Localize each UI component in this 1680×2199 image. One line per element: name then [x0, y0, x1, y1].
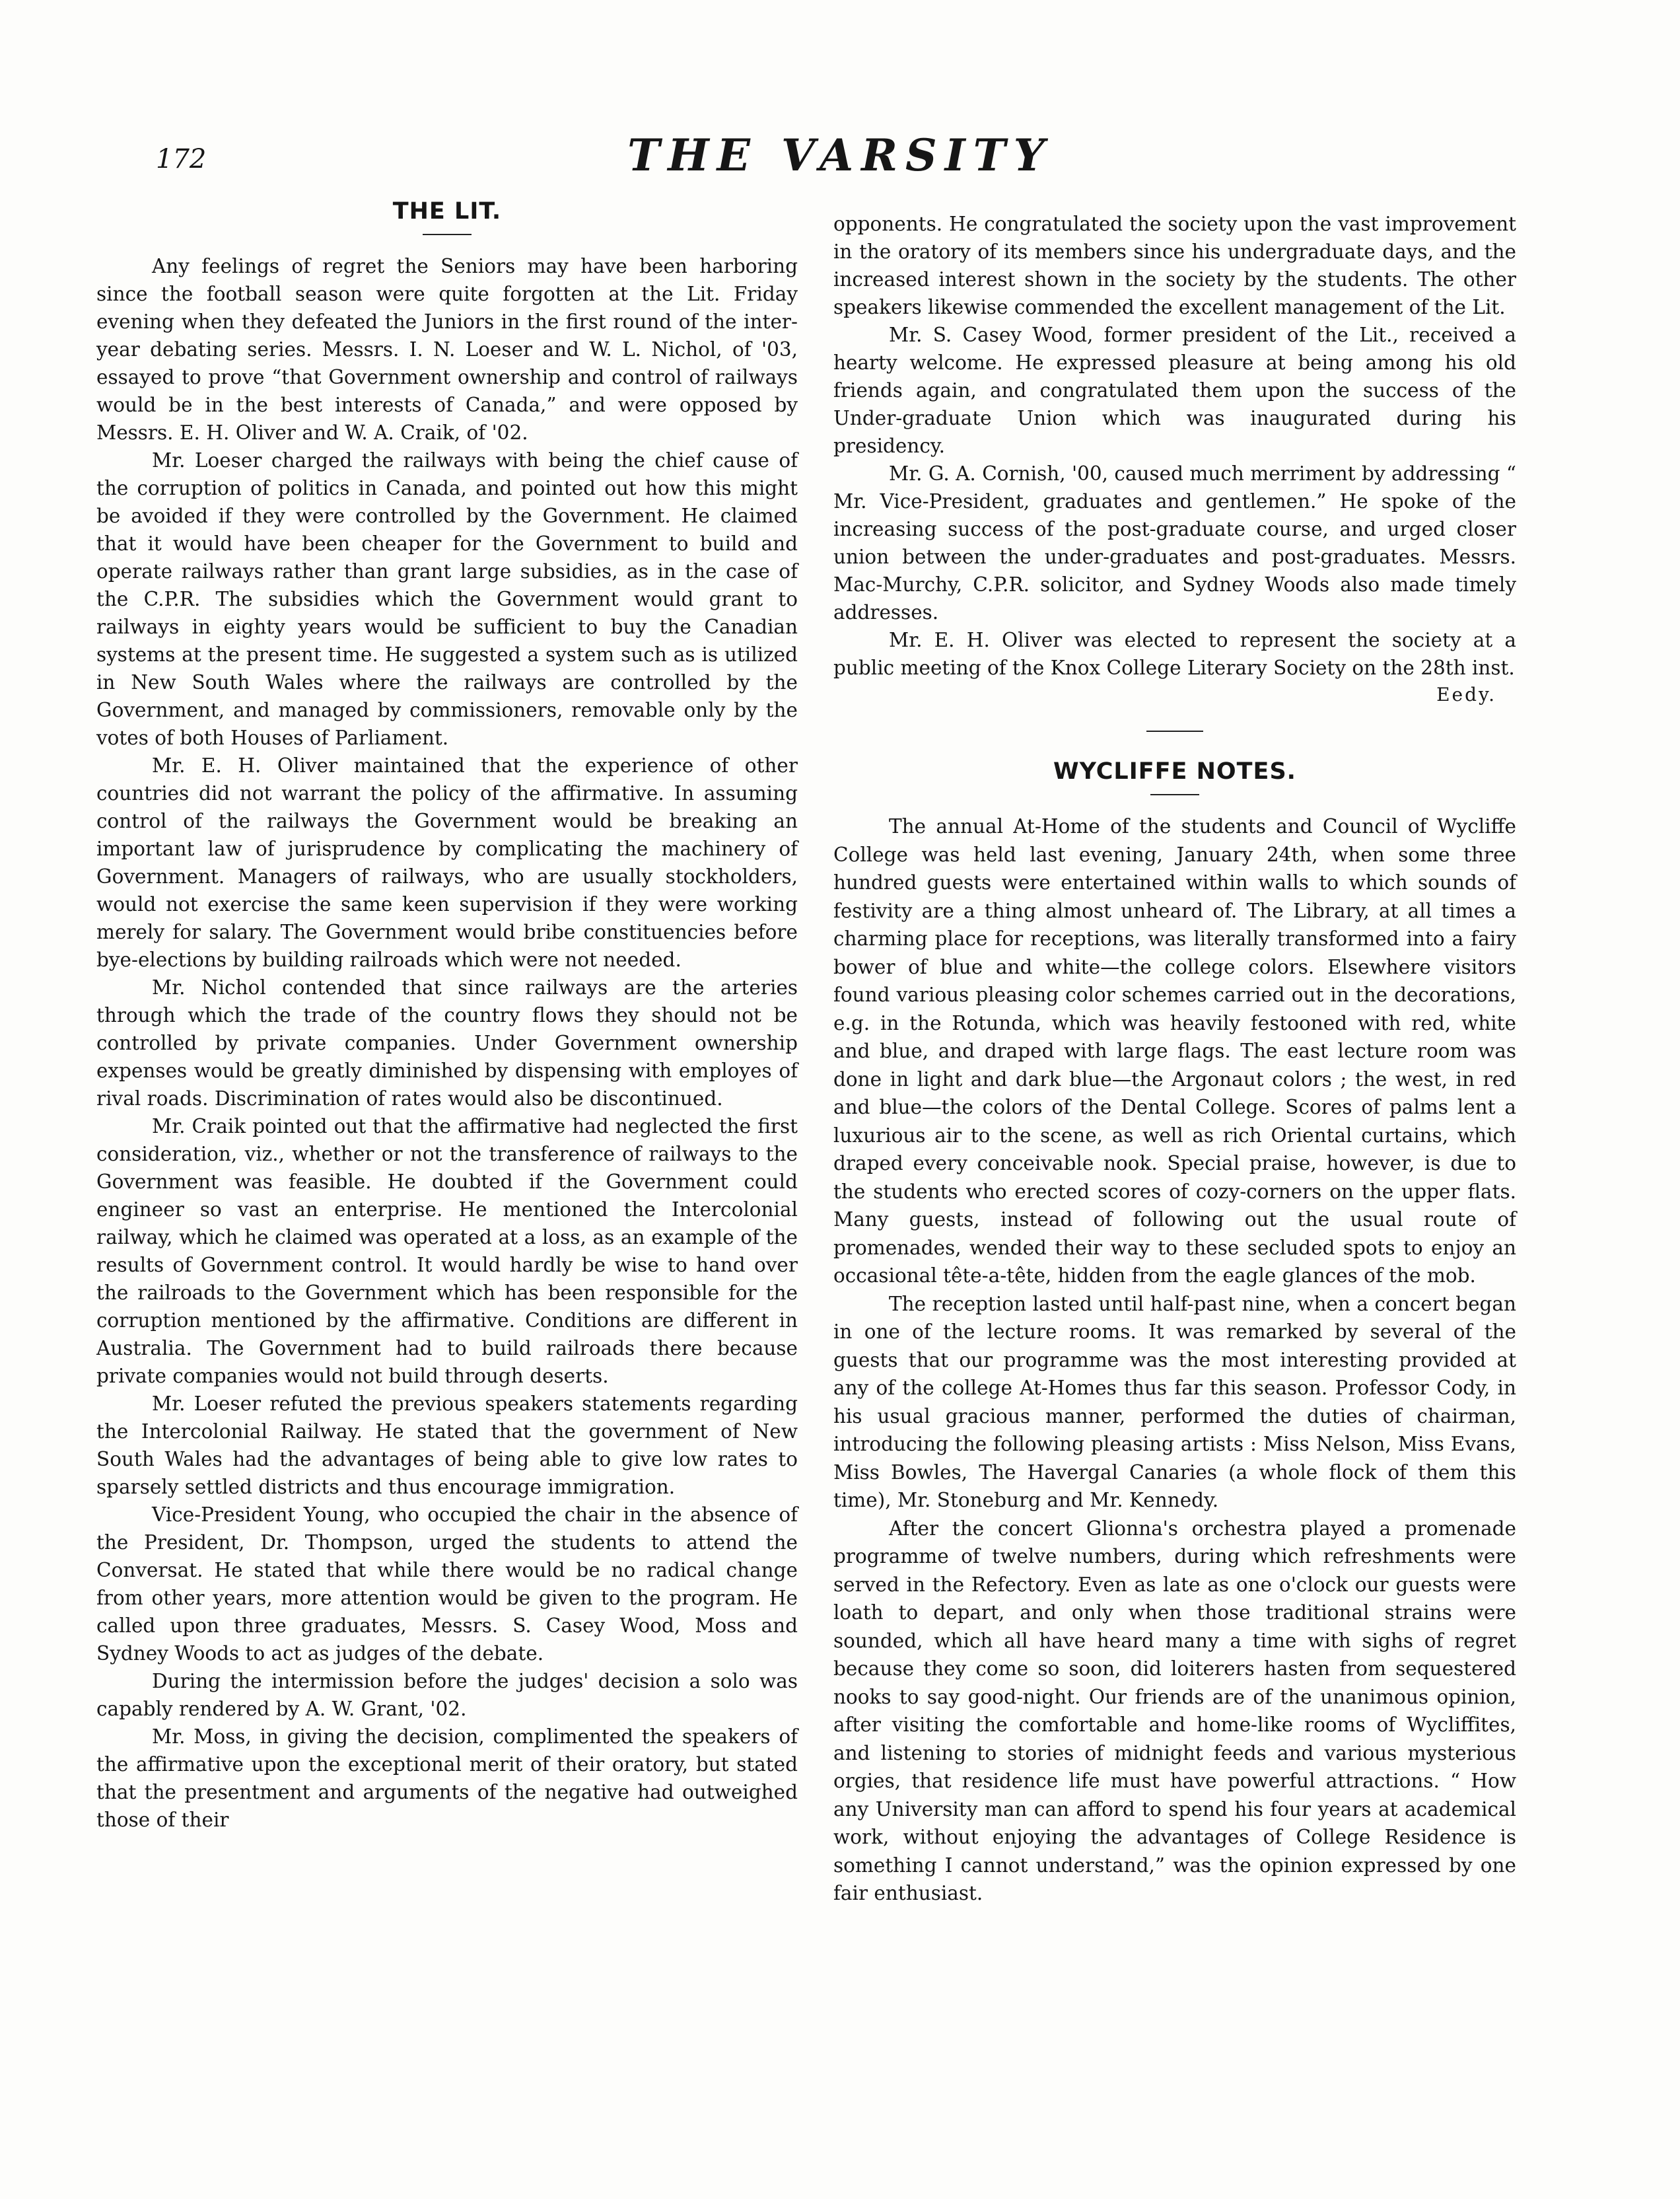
title-rule — [423, 234, 472, 235]
page-number: 172 — [156, 144, 207, 174]
paragraph: Vice-President Young, who occupied the chair in the absence of the President, Dr. Thompson, urged the students to attend the Conversat. He stated that while there would be no radical change from other years, more attention would be given to the program. He called upon three graduates, Messrs. S. Casey Wood, Moss and Sydney Woods to act as judges of the debate. — [96, 1503, 798, 1665]
masthead: THE VARSITY — [627, 129, 1053, 181]
section-title-lit: THE LIT. — [392, 198, 502, 225]
lit-article-continuation — [833, 210, 1516, 682]
paragraph: Mr. Craik pointed out that the affirmative had neglected the first consideration, viz., whether or not the transference of railways to the Government was feasible. He doubted if the Government could engineer so vast an enterprise. He mentioned the Intercolonial railway, which he claimed was operated at a loss, as an example of the results of Government control. It would hardly be wise to hand over the railroads to the Government which has been responsible for the corruption mentioned by the affirmative. Conditions are different in Australia. The Government had to build railroads there because private companies would not build through deserts. — [96, 1115, 798, 1387]
paragraph: opponents. He congratulated the society upon the vast improvement in the oratory of its members since his undergraduate days, and the increased interest shown in the society by the students. The other speakers likewise commended the excellent management of the Lit. — [833, 213, 1516, 318]
section-title-wycliffe: WYCLIFFE NOTES. — [1053, 758, 1296, 785]
paragraph: Mr. Nichol contended that since railways are the arteries through which the trade of the country flows they should not be controlled by private companies. Under Government ownership expenses would be greatly diminished by dispensing with employes of rival roads. Discrimination of rates would also be discontinued. — [96, 976, 798, 1110]
paragraph: Mr. E. H. Oliver maintained that the experience of other countries did not warrant the policy of the affirmative. In assuming control of the railways the Government would be breaking an important law of jurisprudence by complicating the machinery of Government. Managers of railways, who are usually stockholders, would not exercise the same keen supervision if they were working merely for salary. The Government would bribe constituencies before bye-elections by building railroads which were not needed. — [96, 754, 798, 971]
paragraph: During the intermission before the judges' decision a solo was capably rendered by A. W. Grant, '02. — [96, 1670, 798, 1720]
article-signature: Eedy. — [1436, 684, 1496, 705]
right-column — [833, 210, 1516, 1908]
left-column — [96, 198, 798, 1834]
paragraph: Mr. E. H. Oliver was elected to represent the society at a public meeting of the Knox College Literary Society on the 28th inst. — [833, 629, 1516, 679]
paragraph: Mr. Moss, in giving the decision, complimented the speakers of the affirmative upon the exceptional merit of their oratory, but stated that the presentment and arguments of the negative had outweighed those of their — [96, 1725, 798, 1831]
paragraph: Mr. G. A. Cornish, '00, caused much merriment by addressing “ Mr. Vice-President, graduates and gentlemen.” He spoke of the increasing success of the post-graduate course, and urged closer union between the under-graduates and post-graduates. Messrs. Mac-Murchy, C.P.R. solicitor, and Sydney Woods also made timely addresses. — [833, 462, 1516, 624]
wycliffe-article-body — [833, 812, 1516, 1908]
title-rule — [1150, 794, 1199, 795]
paragraph: After the concert Glionna's orchestra played a promenade programme of twelve numbers, during which refreshments were served in the Refectory. Even as late as one o'clock our guests were loath to depart, and only when those traditional strains were sounded, which all have heard many a time with sighs of regret because they come so soon, did loiterers hasten from sequestered nooks to say good-night. Our friends are of the unanimous opinion, after visiting the comfortable and home-like rooms of Wycliffites, and listening to stories of midnight feeds and various mysterious orgies, that residence life must have powerful attractions. “ How any University man can afford to spend his four years at academical work, without enjoying the advantages of College Residence is something I cannot understand,” was the opinion expressed by one fair enthusiast. — [833, 1517, 1516, 1904]
paragraph: The reception lasted until half-past nine, when a concert began in one of the lecture rooms. It was remarked by several of the guests that our programme was the most interesting provided at any of the college At-Homes thus far this season. Professor Cody, in his usual gracious manner, performed the duties of chairman, introducing the following pleasing artists : Miss Nelson, Miss Evans, Miss Bowles, The Havergal Canaries (a whole flock of them this time), Mr. Stoneburg and Mr. Kennedy. — [833, 1292, 1516, 1511]
section-divider — [1146, 731, 1203, 732]
paragraph: The annual At-Home of the students and Council of Wycliffe College was held last evening, January 24th, when some three hundred guests were entertained within walls to which sounds of festivity are a thing almost unheard of. The Library, at all times a charming place for receptions, was literally transformed into a fairy bower of blue and white—the college colors. Elsewhere visitors found various pleasing color schemes carried out in the decorations, e.g. in the Rotunda, which was heavily festooned with red, white and blue, and draped with large flags. The east lecture room was done in light and dark blue—the Argonaut colors ; the west, in red and blue—the colors of the Dental College. Scores of palms lent a luxurious air to the scene, as well as rich Oriental curtains, which draped every conceivable nook. Special praise, however, is due to the students who erected scores of cozy-corners on the upper flats. Many guests, instead of following out the usual route of promenades, wended their way to these secluded spots to enjoy an occasional tête-a-tête, hidden from the eagle glances of the mob. — [833, 815, 1516, 1287]
paragraph: Mr. S. Casey Wood, former president of the Lit., received a hearty welcome. He expressed pleasure at being among his old friends again, and congratulated them upon the success of the Under-graduate Union which was inaugurated during his presidency. — [833, 324, 1516, 457]
lit-article-body — [96, 252, 798, 1834]
paragraph: Mr. Loeser charged the railways with being the chief cause of the corruption of politics in Canada, and pointed out how this might be avoided if they were controlled by the Government. He claimed that it would have been cheaper for the Government to build and operate railways rather than grant large subsidies, as in the case of the C.P.R. The subsidies which the Government would grant to railways in eighty years would be sufficient to buy the Canadian systems at the present time. He suggested a system such as is utilized in New South Wales where the railways are controlled by the Government, and managed by commissioners, removable only by the votes of both Houses of Parliament. — [96, 449, 798, 749]
paragraph: Mr. Loeser refuted the previous speakers statements regarding the Intercolonial Railway. He stated that the government of New South Wales had the advantages of being able to give low rates to sparsely settled districts and thus encourage immigration. — [96, 1392, 798, 1498]
paragraph: Any feelings of regret the Seniors may have been harboring since the football season were quite forgotten at the Lit. Friday evening when they defeated the Juniors in the first round of the inter-year debating series. Messrs. I. N. Loeser and W. L. Nichol, of '03, essayed to prove “that Government ownership and control of railways would be in the best interests of Canada,” and were opposed by Messrs. E. H. Oliver and W. A. Craik, of '02. — [96, 255, 798, 444]
